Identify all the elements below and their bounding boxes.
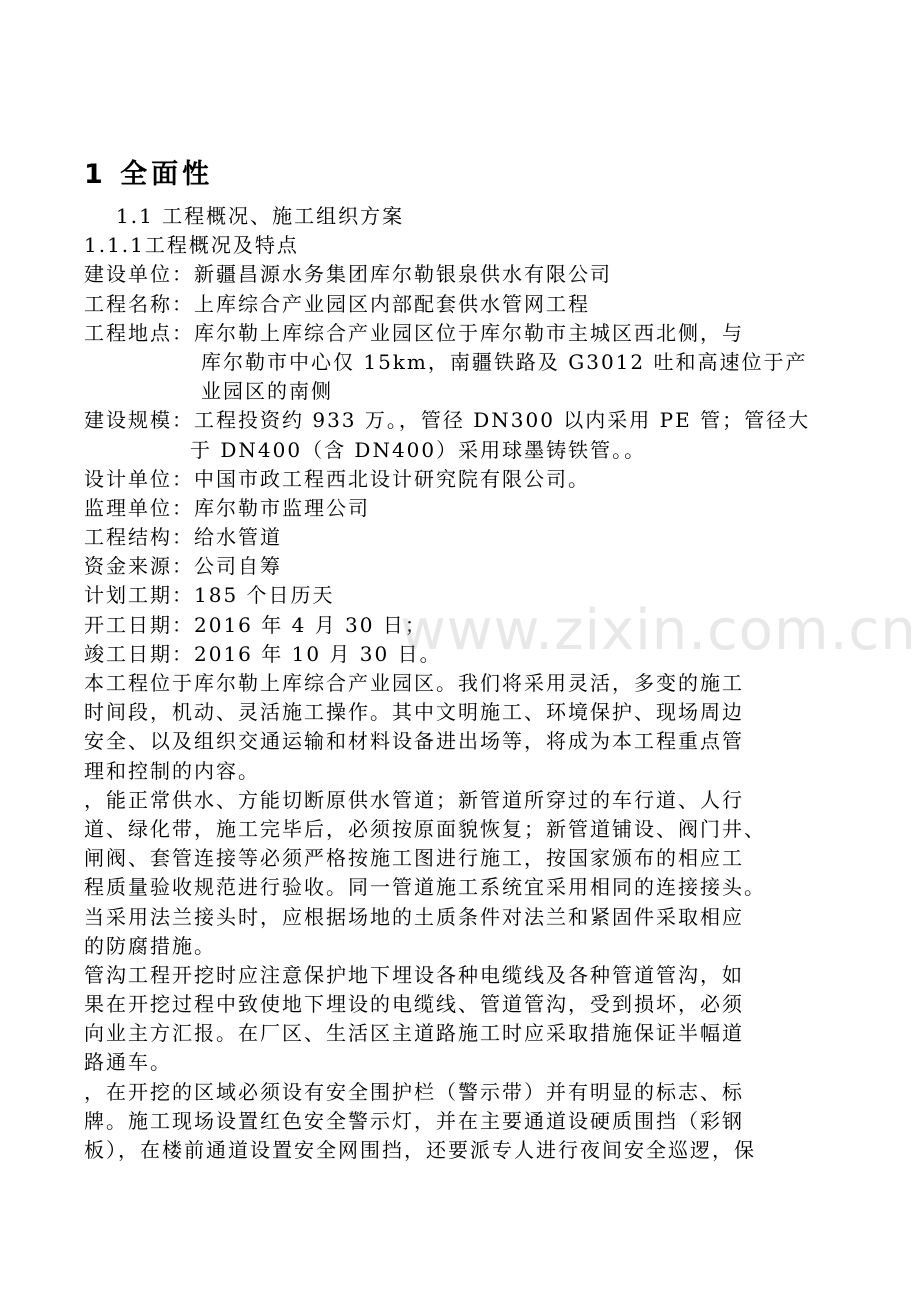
- text-line: 设计单位：中国市政工程西北设计研究院有限公司。: [84, 466, 590, 491]
- text-line: 工程地点：库尔勒上库综合产业园区位于库尔勒市主城区西北侧，与: [84, 320, 744, 345]
- text-line: 资金来源：公司自筹: [84, 554, 282, 579]
- text-line: 工程结构：给水管道: [84, 525, 282, 550]
- document-body: [84, 202, 844, 1165]
- text-line: 管沟工程开挖时应注意保护地下埋设各种电缆线及各种管道管沟，如: [84, 962, 744, 987]
- text-line: 路通车。: [84, 1050, 172, 1075]
- text-line: ，能正常供水、方能切断原供水管道；新管道所穿过的车行道、人行: [84, 787, 744, 812]
- text-line: 库尔勒市中心仅 15km，南疆铁路及 G3012 吐和高速位于产: [201, 349, 808, 374]
- section-heading: 1 全面性: [84, 159, 214, 190]
- text-line: 向业主方汇报。在厂区、生活区主道路施工时应采取措施保证半幅道: [84, 1021, 744, 1046]
- text-line: 程质量验收规范进行验收。同一管道施工系统宜采用相同的连接接头。: [84, 875, 766, 900]
- text-line: 竣工日期：2016 年 10 月 30 日。: [84, 641, 442, 666]
- text-line: 工程名称：上库综合产业园区内部配套供水管网工程: [84, 291, 590, 316]
- text-line: 业园区的南侧: [201, 379, 333, 404]
- text-line: 于 DN400（含 DN400）采用球墨铸铁管。。: [190, 437, 647, 462]
- text-line: 安全、以及组织交通运输和材料设备进出场等，将成为本工程重点管: [84, 729, 744, 754]
- text-line: 理和控制的内容。: [84, 758, 260, 783]
- text-line: 当采用法兰接头时，应根据场地的土质条件对法兰和紧固件采取相应: [84, 904, 744, 929]
- text-line: 建设单位：新疆昌源水务集团库尔勒银泉供水有限公司: [84, 262, 612, 287]
- watermark: www.zixin.com.cn: [400, 598, 917, 663]
- text-line: 牌。施工现场设置红色安全警示灯，并在主要通道设硬质围挡（彩钢: [84, 1108, 744, 1133]
- text-line: ，在开挖的区域必须设有安全围护栏（警示带）并有明显的标志、标: [84, 1079, 744, 1104]
- text-line: 1.1.1工程概况及特点: [84, 233, 299, 258]
- text-line: 时间段，机动、灵活施工操作。其中文明施工、环境保护、现场周边: [84, 700, 744, 725]
- text-line: 本工程位于库尔勒上库综合产业园区。我们将采用灵活，多变的施工: [84, 671, 744, 695]
- text-line: 闸阀、套管连接等必须严格按施工图进行施工，按国家颁布的相应工: [84, 846, 744, 871]
- text-line: 道、绿化带，施工完毕后，必须按原面貌恢复；新管道铺设、阀门井、: [84, 816, 766, 841]
- text-line: 板），在楼前通道设置安全网围挡，还要派专人进行夜间安全巡逻，保: [84, 1138, 756, 1162]
- text-line: 开工日期：2016 年 4 月 30 日；: [84, 612, 427, 637]
- text-line: 监理单位：库尔勒市监理公司: [84, 495, 370, 520]
- text-line: 果在开挖过程中致使地下埋设的电缆线、管道管沟，受到损坏，必须: [84, 992, 744, 1017]
- text-line: 建设规模：工程投资约 933 万。，管径 DN300 以内采用 PE 管；管径大: [84, 408, 811, 433]
- text-line: 1.1 工程概况、施工组织方案: [116, 204, 405, 228]
- text-line: 计划工期：185 个日历天: [84, 583, 335, 608]
- text-line: 的防腐措施。: [84, 933, 216, 958]
